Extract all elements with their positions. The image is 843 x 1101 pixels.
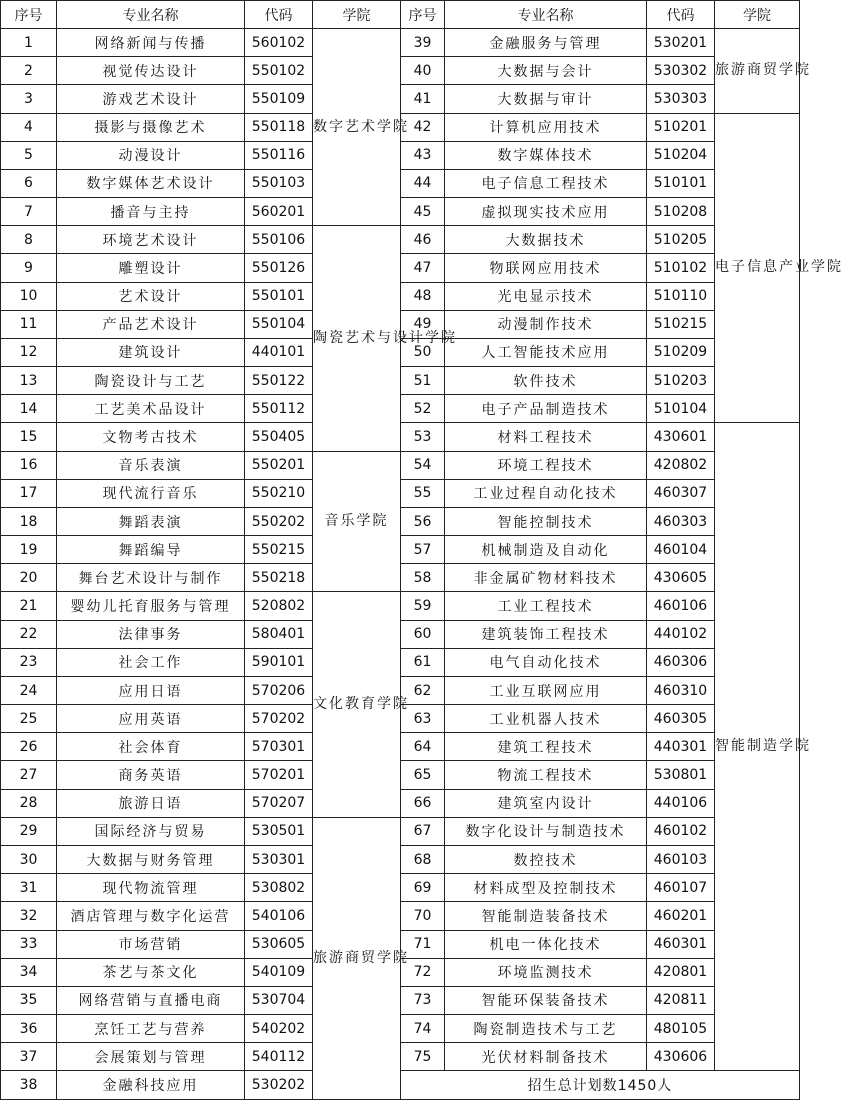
left-seq-cell: 23 [1, 648, 57, 676]
left-seq-cell: 20 [1, 564, 57, 592]
right-major-code-cell: 440102 [647, 620, 715, 648]
left-major-code-cell: 550201 [245, 451, 313, 479]
left-major-name-cell: 商务英语 [57, 761, 245, 789]
left-seq-cell: 14 [1, 395, 57, 423]
left-seq-cell: 29 [1, 817, 57, 845]
right-seq-cell: 48 [401, 282, 445, 310]
left-major-code-cell: 580401 [245, 620, 313, 648]
table-row [1, 57, 800, 85]
table-row [1, 592, 800, 620]
right-major-name-cell: 材料工程技术 [445, 423, 647, 451]
table-row [1, 423, 800, 451]
college-cell-tourism-right: 旅游商贸学院 [715, 29, 800, 114]
header-row [1, 1, 800, 29]
right-seq-cell: 45 [401, 198, 445, 226]
table-row [1, 395, 800, 423]
right-major-name-cell: 电气自动化技术 [445, 648, 647, 676]
left-major-code-cell: 530501 [245, 817, 313, 845]
left-major-code-cell: 530202 [245, 1071, 313, 1100]
left-seq-cell: 36 [1, 1015, 57, 1043]
left-major-code-cell: 530605 [245, 930, 313, 958]
left-major-name-cell: 摄影与摄像艺术 [57, 113, 245, 141]
left-seq-cell: 7 [1, 198, 57, 226]
left-major-code-cell: 550102 [245, 57, 313, 85]
right-major-code-cell: 460307 [647, 479, 715, 507]
right-major-code-cell: 460106 [647, 592, 715, 620]
left-major-name-cell: 网络新闻与传播 [57, 29, 245, 57]
left-major-name-cell: 播音与主持 [57, 198, 245, 226]
table-row [1, 620, 800, 648]
right-seq-cell: 62 [401, 676, 445, 704]
header-code-right: 代码 [647, 1, 715, 29]
right-major-name-cell: 材料成型及控制技术 [445, 874, 647, 902]
left-seq-cell: 11 [1, 310, 57, 338]
left-major-name-cell: 大数据与财务管理 [57, 845, 245, 873]
left-major-code-cell: 550106 [245, 226, 313, 254]
left-seq-cell: 1 [1, 29, 57, 57]
right-major-name-cell: 非金属矿物材料技术 [445, 564, 647, 592]
right-seq-cell: 52 [401, 395, 445, 423]
left-major-name-cell: 雕塑设计 [57, 254, 245, 282]
left-seq-cell: 2 [1, 57, 57, 85]
left-major-code-cell: 550101 [245, 282, 313, 310]
right-major-name-cell: 机电一体化技术 [445, 930, 647, 958]
table-row [1, 789, 800, 817]
left-major-code-cell: 560102 [245, 29, 313, 57]
left-major-code-cell: 540202 [245, 1015, 313, 1043]
right-major-code-cell: 420801 [647, 958, 715, 986]
left-seq-cell: 32 [1, 902, 57, 930]
header-college-left: 学院 [313, 1, 401, 29]
left-major-code-cell: 550112 [245, 395, 313, 423]
left-major-name-cell: 会展策划与管理 [57, 1043, 245, 1071]
right-major-code-cell: 510215 [647, 310, 715, 338]
header-name-right: 专业名称 [445, 1, 647, 29]
left-major-code-cell: 540106 [245, 902, 313, 930]
left-seq-cell: 5 [1, 141, 57, 169]
table-row [1, 761, 800, 789]
right-major-name-cell: 光电显示技术 [445, 282, 647, 310]
right-seq-cell: 40 [401, 57, 445, 85]
left-major-code-cell: 570201 [245, 761, 313, 789]
table-row [1, 29, 800, 57]
left-major-name-cell: 工艺美术品设计 [57, 395, 245, 423]
left-seq-cell: 26 [1, 733, 57, 761]
left-seq-cell: 38 [1, 1071, 57, 1100]
left-major-code-cell: 530802 [245, 874, 313, 902]
right-seq-cell: 42 [401, 113, 445, 141]
left-major-code-cell: 550126 [245, 254, 313, 282]
right-major-code-cell: 460310 [647, 676, 715, 704]
left-major-code-cell: 550202 [245, 507, 313, 535]
college-cell-intelligent: 智能制造学院 [715, 423, 800, 1071]
table-row [1, 85, 800, 113]
right-major-name-cell: 动漫制作技术 [445, 310, 647, 338]
right-major-name-cell: 光伏材料制备技术 [445, 1043, 647, 1071]
left-major-name-cell: 网络营销与直播电商 [57, 986, 245, 1014]
college-cell-tourism-left: 旅游商贸学院 [313, 817, 401, 1099]
right-major-code-cell: 440106 [647, 789, 715, 817]
left-seq-cell: 33 [1, 930, 57, 958]
left-seq-cell: 18 [1, 507, 57, 535]
left-seq-cell: 25 [1, 705, 57, 733]
table-row [1, 141, 800, 169]
right-major-code-cell: 480105 [647, 1015, 715, 1043]
right-major-name-cell: 建筑装饰工程技术 [445, 620, 647, 648]
left-major-name-cell: 市场营销 [57, 930, 245, 958]
right-major-code-cell: 510101 [647, 169, 715, 197]
table-row [1, 536, 800, 564]
right-seq-cell: 72 [401, 958, 445, 986]
left-seq-cell: 9 [1, 254, 57, 282]
right-major-name-cell: 工业机器人技术 [445, 705, 647, 733]
table-row [1, 1043, 800, 1071]
left-major-name-cell: 国际经济与贸易 [57, 817, 245, 845]
right-major-name-cell: 数字媒体技术 [445, 141, 647, 169]
left-major-name-cell: 社会体育 [57, 733, 245, 761]
left-major-code-cell: 520802 [245, 592, 313, 620]
table-row [1, 733, 800, 761]
right-major-name-cell: 计算机应用技术 [445, 113, 647, 141]
right-major-name-cell: 环境工程技术 [445, 451, 647, 479]
left-major-name-cell: 音乐表演 [57, 451, 245, 479]
left-seq-cell: 27 [1, 761, 57, 789]
right-seq-cell: 64 [401, 733, 445, 761]
right-major-code-cell: 460305 [647, 705, 715, 733]
right-seq-cell: 68 [401, 845, 445, 873]
right-major-name-cell: 电子信息工程技术 [445, 169, 647, 197]
left-major-name-cell: 艺术设计 [57, 282, 245, 310]
left-major-name-cell: 舞蹈编导 [57, 536, 245, 564]
right-seq-cell: 43 [401, 141, 445, 169]
right-major-code-cell: 510201 [647, 113, 715, 141]
table-row [1, 845, 800, 873]
right-seq-cell: 47 [401, 254, 445, 282]
right-major-name-cell: 建筑室内设计 [445, 789, 647, 817]
right-seq-cell: 63 [401, 705, 445, 733]
right-seq-cell: 74 [401, 1015, 445, 1043]
right-seq-cell: 51 [401, 367, 445, 395]
right-major-name-cell: 人工智能技术应用 [445, 338, 647, 366]
left-major-code-cell: 550405 [245, 423, 313, 451]
left-major-name-cell: 产品艺术设计 [57, 310, 245, 338]
right-major-name-cell: 物流工程技术 [445, 761, 647, 789]
right-major-name-cell: 软件技术 [445, 367, 647, 395]
left-seq-cell: 8 [1, 226, 57, 254]
left-major-code-cell: 570206 [245, 676, 313, 704]
table-row [1, 226, 800, 254]
header-seq-left: 序号 [1, 1, 57, 29]
left-major-name-cell: 现代流行音乐 [57, 479, 245, 507]
right-major-name-cell: 虚拟现实技术应用 [445, 198, 647, 226]
left-seq-cell: 3 [1, 85, 57, 113]
left-major-name-cell: 数字媒体艺术设计 [57, 169, 245, 197]
left-seq-cell: 17 [1, 479, 57, 507]
left-major-name-cell: 应用英语 [57, 705, 245, 733]
right-major-name-cell: 建筑工程技术 [445, 733, 647, 761]
header-code-left: 代码 [245, 1, 313, 29]
right-major-code-cell: 440301 [647, 733, 715, 761]
total-enrollment-cell: 招生总计划数1450人 [401, 1071, 800, 1100]
left-seq-cell: 13 [1, 367, 57, 395]
table-row [1, 282, 800, 310]
left-major-code-cell: 530301 [245, 845, 313, 873]
left-seq-cell: 4 [1, 113, 57, 141]
right-seq-cell: 56 [401, 507, 445, 535]
right-major-name-cell: 大数据与审计 [445, 85, 647, 113]
right-major-name-cell: 工业过程自动化技术 [445, 479, 647, 507]
left-seq-cell: 30 [1, 845, 57, 873]
right-major-name-cell: 物联网应用技术 [445, 254, 647, 282]
right-major-name-cell: 大数据技术 [445, 226, 647, 254]
left-seq-cell: 35 [1, 986, 57, 1014]
left-major-code-cell: 550218 [245, 564, 313, 592]
right-major-code-cell: 510205 [647, 226, 715, 254]
right-major-name-cell: 智能控制技术 [445, 507, 647, 535]
right-major-code-cell: 530303 [647, 85, 715, 113]
left-seq-cell: 31 [1, 874, 57, 902]
left-seq-cell: 28 [1, 789, 57, 817]
left-major-name-cell: 金融科技应用 [57, 1071, 245, 1100]
right-major-code-cell: 460104 [647, 536, 715, 564]
left-major-name-cell: 社会工作 [57, 648, 245, 676]
table-row [1, 169, 800, 197]
left-major-code-cell: 550215 [245, 536, 313, 564]
right-seq-cell: 70 [401, 902, 445, 930]
left-major-name-cell: 婴幼儿托育服务与管理 [57, 592, 245, 620]
left-major-code-cell: 550109 [245, 85, 313, 113]
left-major-name-cell: 文物考古技术 [57, 423, 245, 451]
right-seq-cell: 61 [401, 648, 445, 676]
right-seq-cell: 55 [401, 479, 445, 507]
table-row [1, 564, 800, 592]
left-seq-cell: 21 [1, 592, 57, 620]
right-major-code-cell: 510208 [647, 198, 715, 226]
left-seq-cell: 12 [1, 338, 57, 366]
left-major-code-cell: 540112 [245, 1043, 313, 1071]
right-major-name-cell: 数控技术 [445, 845, 647, 873]
table-row [1, 451, 800, 479]
left-major-name-cell: 舞台艺术设计与制作 [57, 564, 245, 592]
table-row [1, 254, 800, 282]
left-major-code-cell: 540109 [245, 958, 313, 986]
left-seq-cell: 19 [1, 536, 57, 564]
right-seq-cell: 67 [401, 817, 445, 845]
right-seq-cell: 54 [401, 451, 445, 479]
left-major-name-cell: 旅游日语 [57, 789, 245, 817]
table-row [1, 507, 800, 535]
table-row [1, 874, 800, 902]
right-seq-cell: 69 [401, 874, 445, 902]
right-major-name-cell: 数字化设计与制造技术 [445, 817, 647, 845]
table-row [1, 1071, 800, 1100]
left-major-name-cell: 烹饪工艺与营养 [57, 1015, 245, 1043]
left-major-code-cell: 590101 [245, 648, 313, 676]
right-major-code-cell: 530801 [647, 761, 715, 789]
table-row [1, 817, 800, 845]
right-seq-cell: 44 [401, 169, 445, 197]
left-major-code-cell: 530704 [245, 986, 313, 1014]
left-major-name-cell: 环境艺术设计 [57, 226, 245, 254]
right-major-code-cell: 530201 [647, 29, 715, 57]
left-major-name-cell: 陶瓷设计与工艺 [57, 367, 245, 395]
right-major-name-cell: 金融服务与管理 [445, 29, 647, 57]
left-major-code-cell: 440101 [245, 338, 313, 366]
left-major-name-cell: 酒店管理与数字化运营 [57, 902, 245, 930]
right-major-name-cell: 工业互联网应用 [445, 676, 647, 704]
left-seq-cell: 6 [1, 169, 57, 197]
right-seq-cell: 73 [401, 986, 445, 1014]
left-major-code-cell: 550210 [245, 479, 313, 507]
right-major-name-cell: 大数据与会计 [445, 57, 647, 85]
college-cell-ceramic: 陶瓷艺术与设计学院 [313, 226, 401, 451]
left-major-code-cell: 550122 [245, 367, 313, 395]
right-major-code-cell: 460103 [647, 845, 715, 873]
right-major-code-cell: 460301 [647, 930, 715, 958]
right-major-code-cell: 460303 [647, 507, 715, 535]
left-major-name-cell: 游戏艺术设计 [57, 85, 245, 113]
right-major-name-cell: 工业工程技术 [445, 592, 647, 620]
right-seq-cell: 41 [401, 85, 445, 113]
right-major-code-cell: 510102 [647, 254, 715, 282]
right-seq-cell: 39 [401, 29, 445, 57]
right-major-code-cell: 460306 [647, 648, 715, 676]
right-seq-cell: 59 [401, 592, 445, 620]
right-seq-cell: 58 [401, 564, 445, 592]
left-major-code-cell: 550103 [245, 169, 313, 197]
right-seq-cell: 60 [401, 620, 445, 648]
left-major-code-cell: 570301 [245, 733, 313, 761]
right-major-code-cell: 420802 [647, 451, 715, 479]
college-cell-digital-art: 数字艺术学院 [313, 29, 401, 226]
right-seq-cell: 50 [401, 338, 445, 366]
table-row [1, 902, 800, 930]
right-major-name-cell: 智能制造装备技术 [445, 902, 647, 930]
right-major-code-cell: 530302 [647, 57, 715, 85]
right-seq-cell: 71 [401, 930, 445, 958]
right-major-code-cell: 420811 [647, 986, 715, 1014]
right-seq-cell: 65 [401, 761, 445, 789]
table-row [1, 367, 800, 395]
left-major-code-cell: 550118 [245, 113, 313, 141]
left-major-code-cell: 550104 [245, 310, 313, 338]
right-major-code-cell: 430601 [647, 423, 715, 451]
left-seq-cell: 34 [1, 958, 57, 986]
college-cell-music: 音乐学院 [313, 451, 401, 592]
left-major-name-cell: 法律事务 [57, 620, 245, 648]
left-major-name-cell: 视觉传达设计 [57, 57, 245, 85]
right-major-code-cell: 460201 [647, 902, 715, 930]
left-major-name-cell: 动漫设计 [57, 141, 245, 169]
right-seq-cell: 66 [401, 789, 445, 817]
right-major-name-cell: 环境监测技术 [445, 958, 647, 986]
right-major-code-cell: 510209 [647, 338, 715, 366]
left-major-name-cell: 舞蹈表演 [57, 507, 245, 535]
left-major-name-cell: 现代物流管理 [57, 874, 245, 902]
college-cell-electronic: 电子信息产业学院 [715, 113, 800, 423]
right-seq-cell: 57 [401, 536, 445, 564]
left-seq-cell: 22 [1, 620, 57, 648]
table-row [1, 986, 800, 1014]
right-seq-cell: 49 [401, 310, 445, 338]
left-major-code-cell: 570207 [245, 789, 313, 817]
right-seq-cell: 53 [401, 423, 445, 451]
left-seq-cell: 16 [1, 451, 57, 479]
header-name-left: 专业名称 [57, 1, 245, 29]
left-seq-cell: 37 [1, 1043, 57, 1071]
left-major-code-cell: 570202 [245, 705, 313, 733]
table-row [1, 1015, 800, 1043]
right-major-code-cell: 510110 [647, 282, 715, 310]
college-cell-culture-edu: 文化教育学院 [313, 592, 401, 817]
left-major-code-cell: 550116 [245, 141, 313, 169]
table-row [1, 648, 800, 676]
right-major-code-cell: 510204 [647, 141, 715, 169]
left-major-name-cell: 建筑设计 [57, 338, 245, 366]
right-major-name-cell: 电子产品制造技术 [445, 395, 647, 423]
left-major-name-cell: 茶艺与茶文化 [57, 958, 245, 986]
right-major-code-cell: 430606 [647, 1043, 715, 1071]
header-college-right: 学院 [715, 1, 800, 29]
left-major-code-cell: 560201 [245, 198, 313, 226]
right-seq-cell: 75 [401, 1043, 445, 1071]
right-major-code-cell: 510203 [647, 367, 715, 395]
right-major-code-cell: 510104 [647, 395, 715, 423]
table-row [1, 198, 800, 226]
right-major-name-cell: 机械制造及自动化 [445, 536, 647, 564]
right-major-code-cell: 460102 [647, 817, 715, 845]
left-major-name-cell: 应用日语 [57, 676, 245, 704]
left-seq-cell: 24 [1, 676, 57, 704]
right-major-code-cell: 430605 [647, 564, 715, 592]
left-seq-cell: 15 [1, 423, 57, 451]
right-major-name-cell: 智能环保装备技术 [445, 986, 647, 1014]
right-seq-cell: 46 [401, 226, 445, 254]
left-seq-cell: 10 [1, 282, 57, 310]
header-seq-right: 序号 [401, 1, 445, 29]
right-major-code-cell: 460107 [647, 874, 715, 902]
table-row [1, 479, 800, 507]
right-major-name-cell: 陶瓷制造技术与工艺 [445, 1015, 647, 1043]
